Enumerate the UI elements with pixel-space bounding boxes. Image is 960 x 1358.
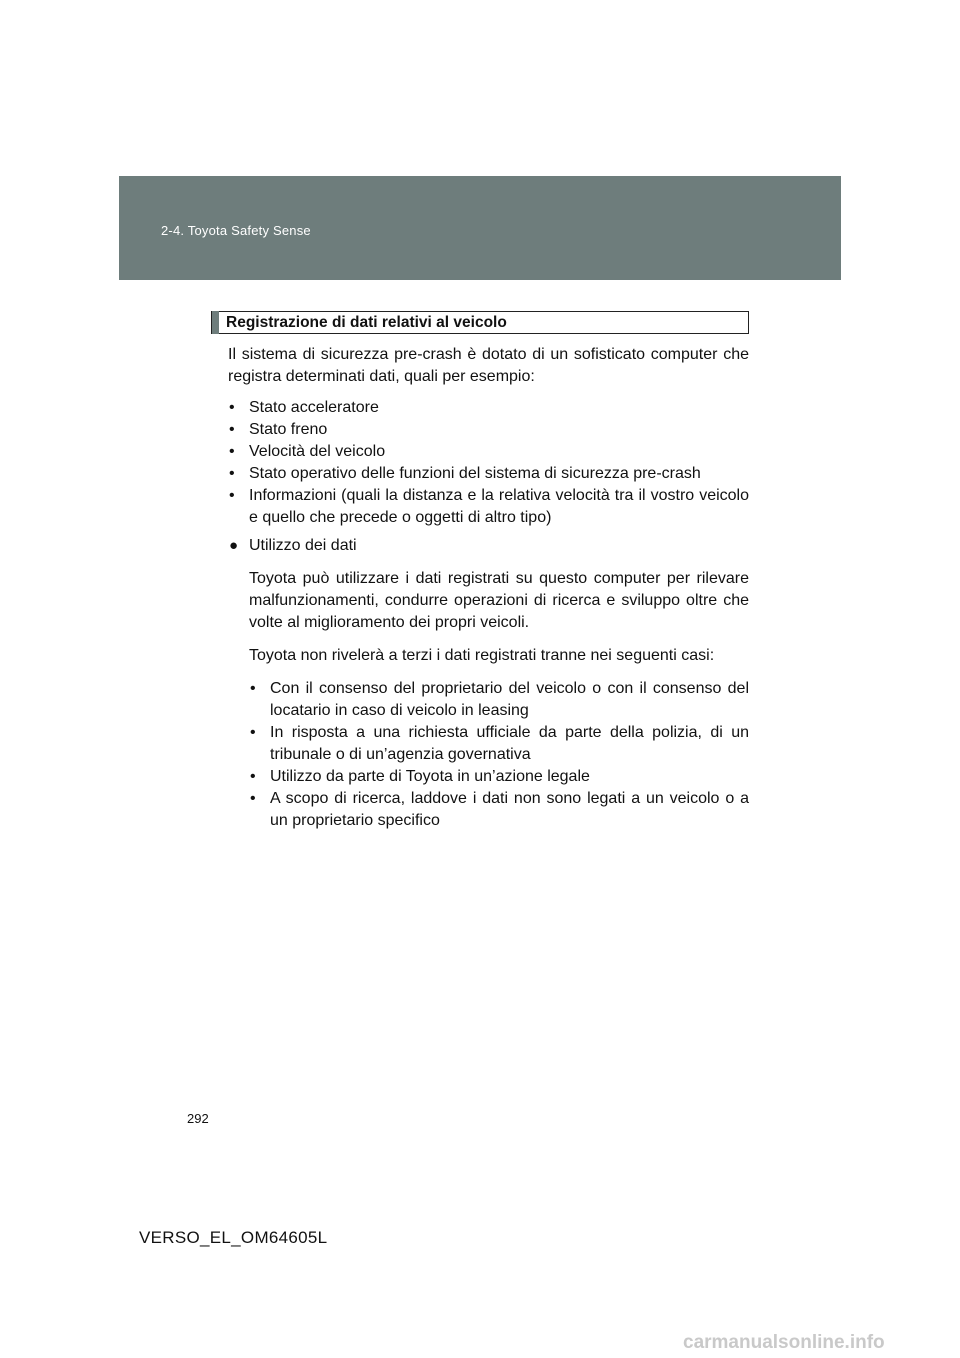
usage-heading-label: Utilizzo dei dati <box>249 537 357 554</box>
page-number: 292 <box>187 1111 209 1126</box>
usage-section <box>249 568 749 832</box>
list-item: • Utilizzo da parte di Toyota in un’azione legale <box>249 766 749 788</box>
watermark: carmanualsonline.info <box>683 1332 885 1353</box>
usage-heading <box>228 535 749 557</box>
circle-bullet-icon: ● <box>229 537 239 554</box>
section-title: 2-4. Toyota Safety Sense <box>161 223 311 238</box>
list-item: • Velocità del veicolo <box>228 441 749 463</box>
disclosure-paragraph: Toyota non rivelerà a terzi i dati registrati tranne nei seguenti casi: <box>249 647 715 664</box>
subheading: Registrazione di dati relativi al veicolo <box>211 311 749 334</box>
list-item: • In risposta a una richiesta ufficiale da parte della polizia, di un tribunale o di un’agenzia governativa <box>249 722 749 766</box>
document-code: VERSO_EL_OM64605L <box>139 1228 328 1247</box>
header-band <box>119 176 841 280</box>
list-item: • Con il consenso del proprietario del veicolo o con il consenso del locatario in caso di veicolo in leasing <box>249 678 749 722</box>
list-item: • Stato operativo delle funzioni del sistema di sicurezza pre-crash <box>228 463 749 485</box>
list-item: • Stato freno <box>228 419 749 441</box>
usage-paragraph: Toyota può utilizzare i dati registrati su questo computer per rilevare malfunzionamenti, condurre operazioni di ricerca e sviluppo oltre che volte al miglioramento dei propri veicoli. <box>249 570 749 631</box>
list-item: • A scopo di ricerca, laddove i dati non sono legati a un veicolo o a un proprietario specifico <box>249 788 749 832</box>
disclosure-cases-list <box>249 678 749 832</box>
list-item: • Stato acceleratore <box>228 397 749 419</box>
list-item: • Informazioni (quali la distanza e la relativa velocità tra il vostro veicolo e quello che precede o oggetti di altro tipo) <box>228 485 749 529</box>
intro-paragraph: Il sistema di sicurezza pre-crash è dotato di un sofisticato computer che registra determinati dati, quali per esempio: <box>228 346 749 385</box>
page-content <box>211 311 749 832</box>
recorded-data-list <box>228 397 749 529</box>
